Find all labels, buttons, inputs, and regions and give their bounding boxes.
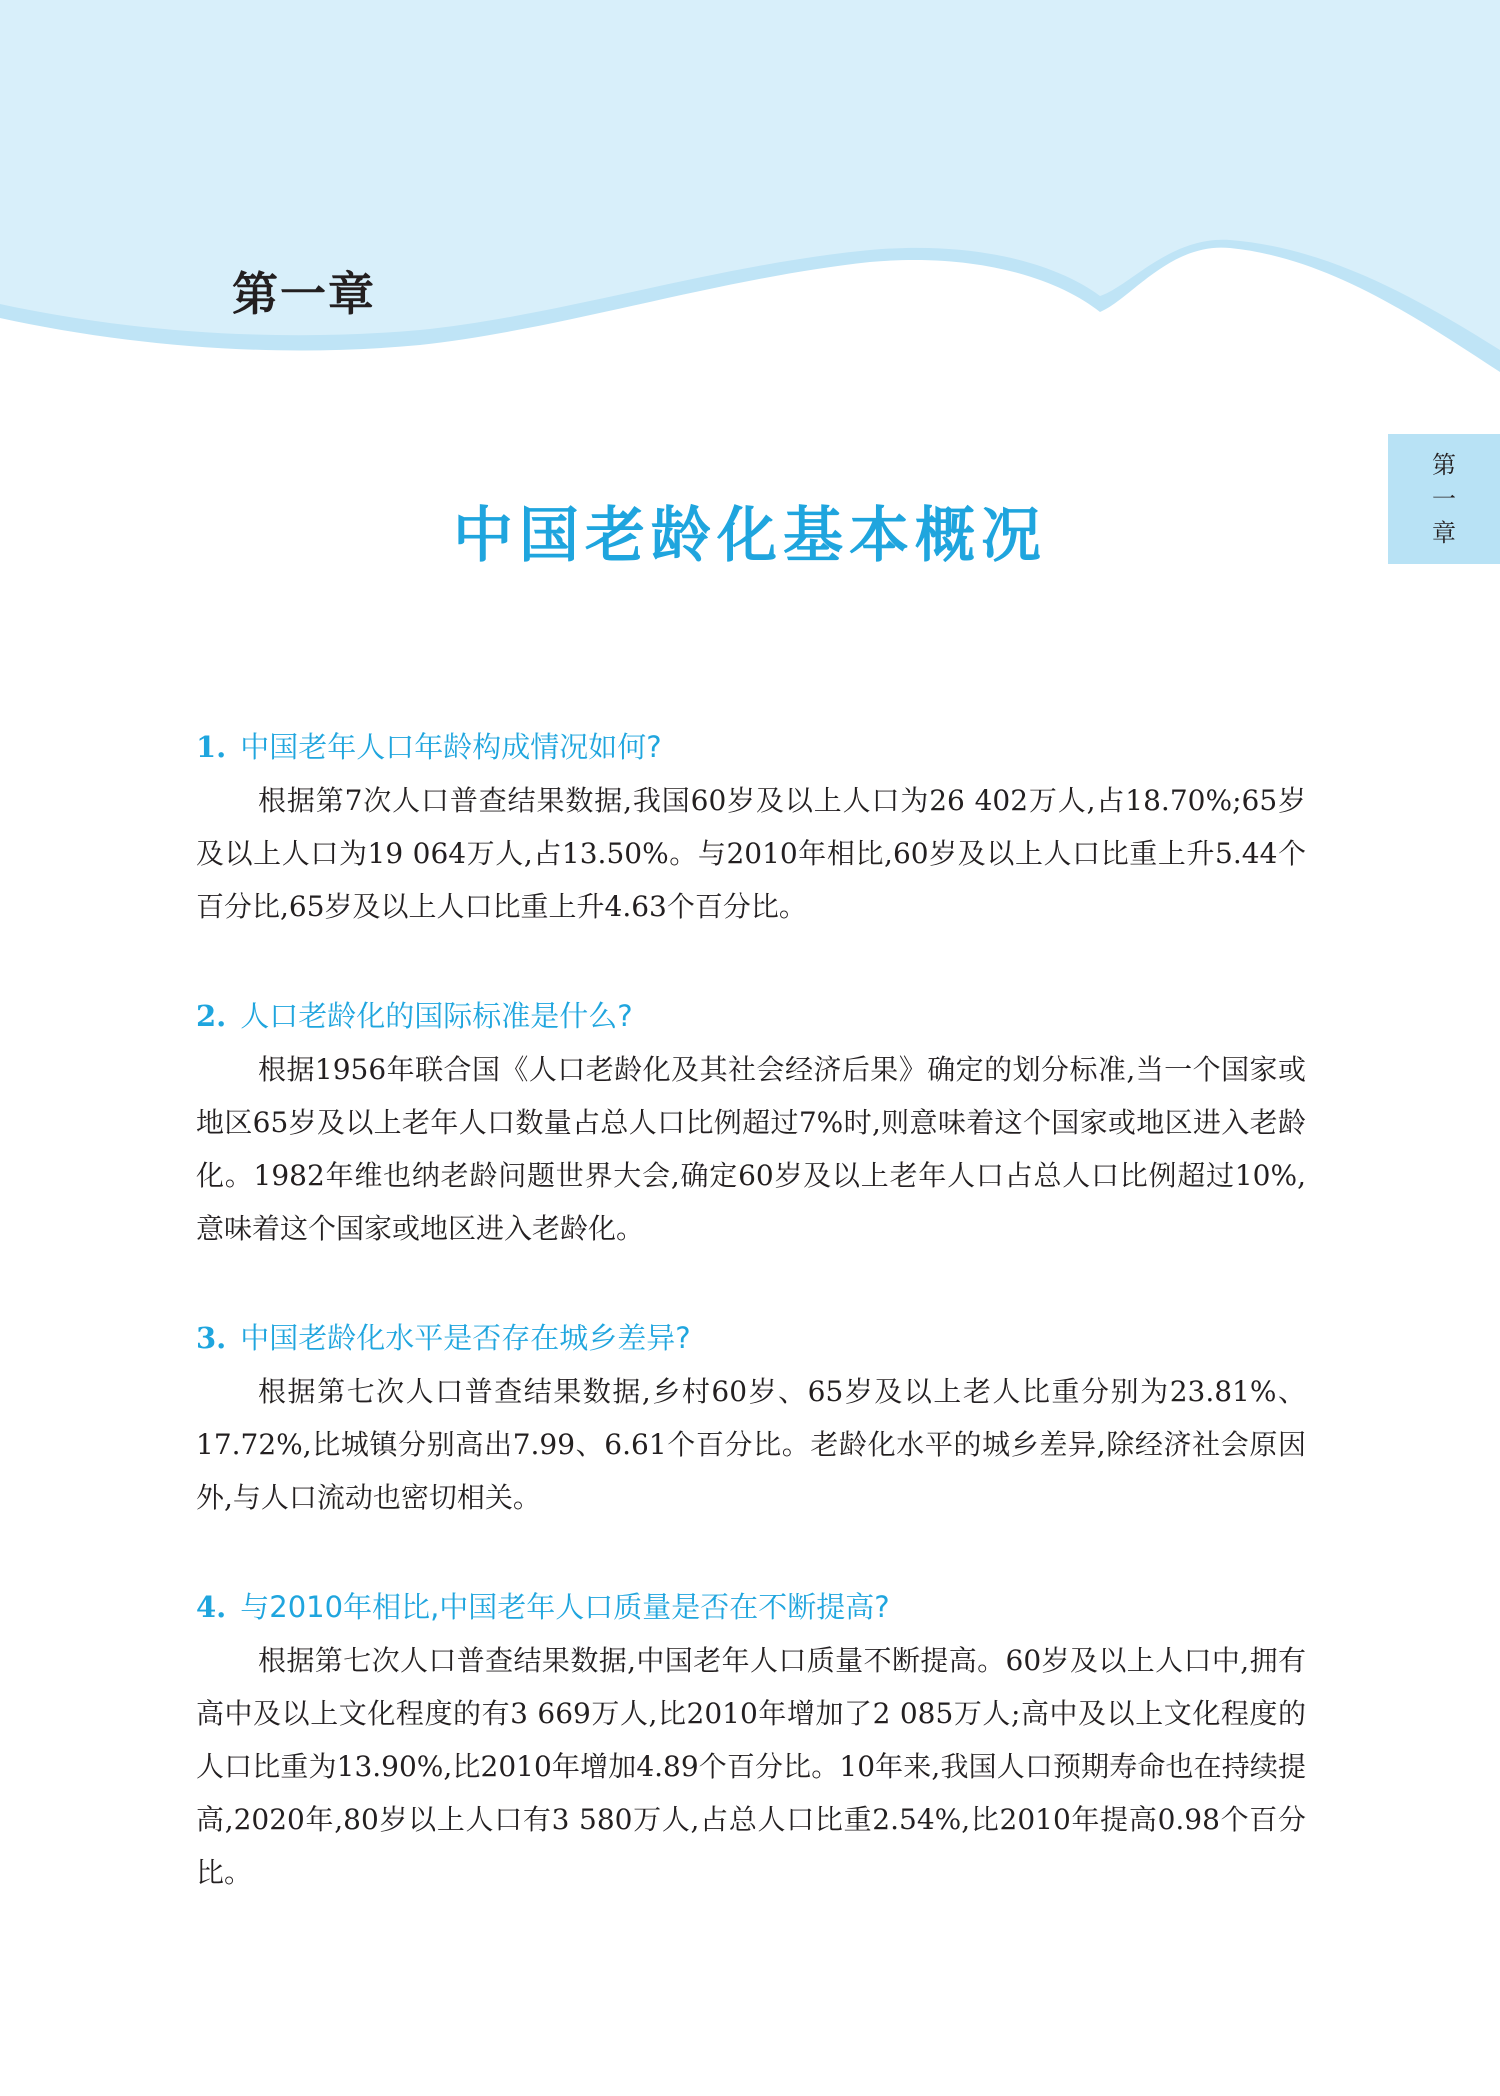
question-number: 1. [196, 730, 227, 764]
wave-decoration [0, 0, 1500, 380]
question-text: 中国老年人口年龄构成情况如何? [240, 730, 662, 764]
question-text: 中国老龄化水平是否存在城乡差异? [240, 1321, 691, 1355]
chapter-label: 第一章 [232, 267, 376, 321]
qa-section [196, 991, 1306, 1255]
qa-content [196, 722, 1306, 1957]
side-tab-char: 一 [1432, 485, 1456, 513]
qa-section [196, 1582, 1306, 1899]
answer-paragraph: 根据1956年联合国《人口老龄化及其社会经济后果》确定的划分标准,当一个国家或地区65岁及以上老年人口数量占总人口比例超过7%时,则意味着这个国家或地区进入老龄化。1982年维也纳老龄问题世界大会,确定60岁及以上老年人口占总人口比例超过10%,意味着这个国家或地区进入老龄化。 [196, 1053, 1306, 1245]
qa-section [196, 722, 1306, 933]
question-heading [196, 1313, 1306, 1363]
chapter-title: 中国老龄化基本概况 [453, 501, 1047, 571]
answer-paragraph: 根据第七次人口普查结果数据,乡村60岁、65岁及以上老人比重分别为23.81%、17.72%,比城镇分别高出7.99、6.61个百分比。老龄化水平的城乡差异,除经济社会原因外,与人口流动也密切相关。 [196, 1375, 1306, 1514]
qa-section [196, 1313, 1306, 1524]
question-text: 人口老龄化的国际标准是什么? [240, 999, 633, 1033]
question-heading [196, 1582, 1306, 1632]
side-tab-char: 第 [1432, 451, 1456, 479]
question-number: 3. [196, 1321, 227, 1355]
answer-paragraph: 根据第7次人口普查结果数据,我国60岁及以上人口为26 402万人,占18.70%;65岁及以上人口为19 064万人,占13.50%。与2010年相比,60岁及以上人口比重上升5.44个百分比,65岁及以上人口比重上升4.63个百分比。 [196, 784, 1306, 923]
question-number: 2. [196, 999, 227, 1033]
question-text: 与2010年相比,中国老年人口质量是否在不断提高? [240, 1590, 890, 1624]
header-banner [0, 0, 1500, 380]
side-tab-char: 章 [1432, 519, 1456, 547]
question-number: 4. [196, 1590, 227, 1624]
question-heading [196, 991, 1306, 1041]
answer-paragraph: 根据第七次人口普查结果数据,中国老年人口质量不断提高。60岁及以上人口中,拥有高中及以上文化程度的有3 669万人,比2010年增加了2 085万人;高中及以上文化程度的人口比重为13.90%,比2010年增加4.89个百分比。10年来,我国人口预期寿命也在持续提高,2020年,80岁以上人口有3 580万人,占总人口比重2.54%,比2010年提高0.98个百分比。 [196, 1644, 1306, 1889]
question-heading [196, 722, 1306, 772]
